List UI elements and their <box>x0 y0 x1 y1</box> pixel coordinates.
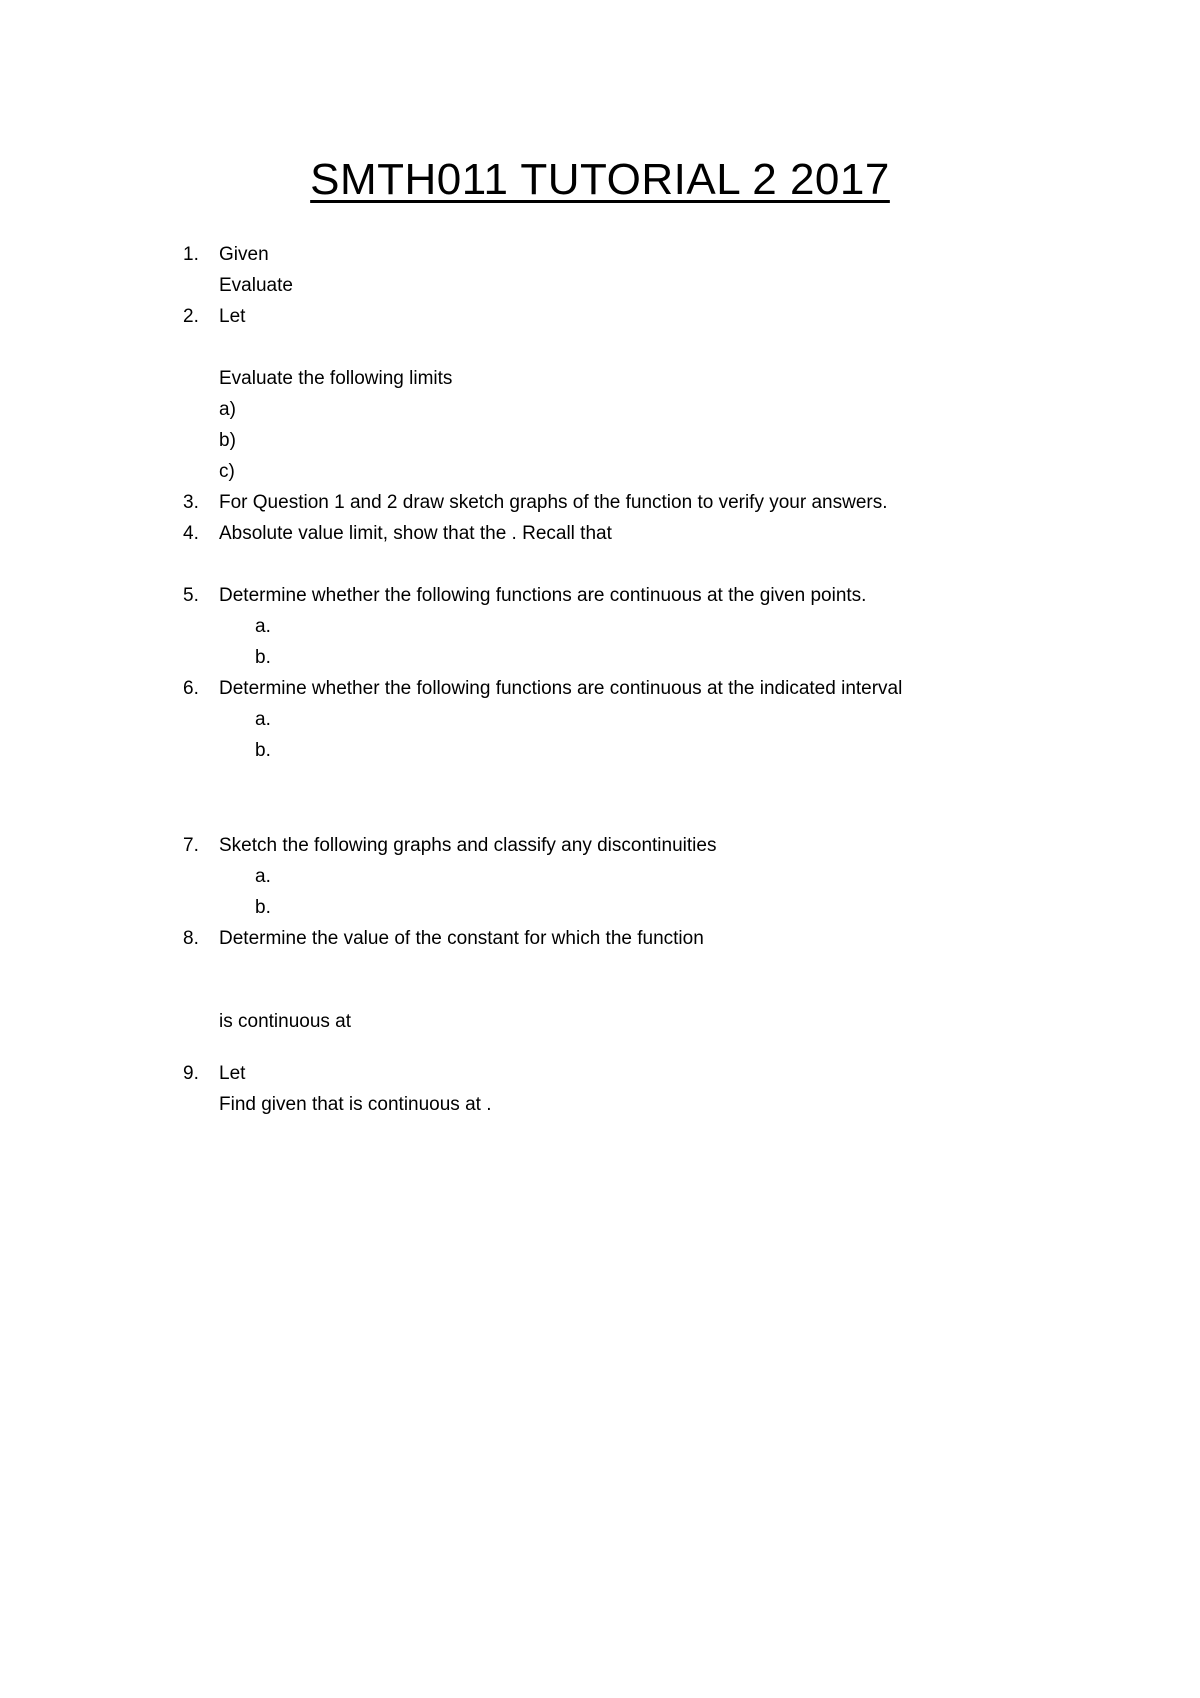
question-number: 6. <box>183 678 199 699</box>
question-number: 9. <box>183 1063 199 1084</box>
part-label: a. <box>255 616 271 637</box>
part-label: b. <box>255 647 271 668</box>
part-label: a. <box>255 709 271 730</box>
part-label: c) <box>219 461 235 482</box>
question-text: Given <box>219 244 269 265</box>
question-text: Evaluate <box>219 275 293 296</box>
question-number: 1. <box>183 244 199 265</box>
part-label: b) <box>219 430 236 451</box>
question-text: Determine whether the following functions are continuous at the indicated interval <box>219 678 903 699</box>
part-label: a. <box>255 866 271 887</box>
question-number: 5. <box>183 585 199 606</box>
question-text: Sketch the following graphs and classify any discontinuities <box>219 835 717 856</box>
question-text: Absolute value limit, show that the . Recall that <box>219 523 612 544</box>
page-title: SMTH011 TUTORIAL 2 2017 <box>310 155 890 204</box>
question-number: 7. <box>183 835 199 856</box>
question-number: 8. <box>183 928 199 949</box>
question-number: 4. <box>183 523 199 544</box>
question-text: is continuous at <box>219 1011 352 1032</box>
part-label: b. <box>255 740 271 761</box>
question-text: Find given that is continuous at . <box>219 1094 492 1115</box>
question-text: Determine whether the following functions are continuous at the given points. <box>219 585 867 606</box>
question-text: For Question 1 and 2 draw sketch graphs of the function to verify your answers. <box>219 492 888 513</box>
question-number: 2. <box>183 306 199 327</box>
question-text: Let <box>219 1063 246 1084</box>
part-label: a) <box>219 399 236 420</box>
question-text: Let <box>219 306 246 327</box>
part-label: b. <box>255 897 271 918</box>
question-number: 3. <box>183 492 199 513</box>
question-text: Evaluate the following limits <box>219 368 453 389</box>
question-text: Determine the value of the constant for which the function <box>219 928 704 949</box>
